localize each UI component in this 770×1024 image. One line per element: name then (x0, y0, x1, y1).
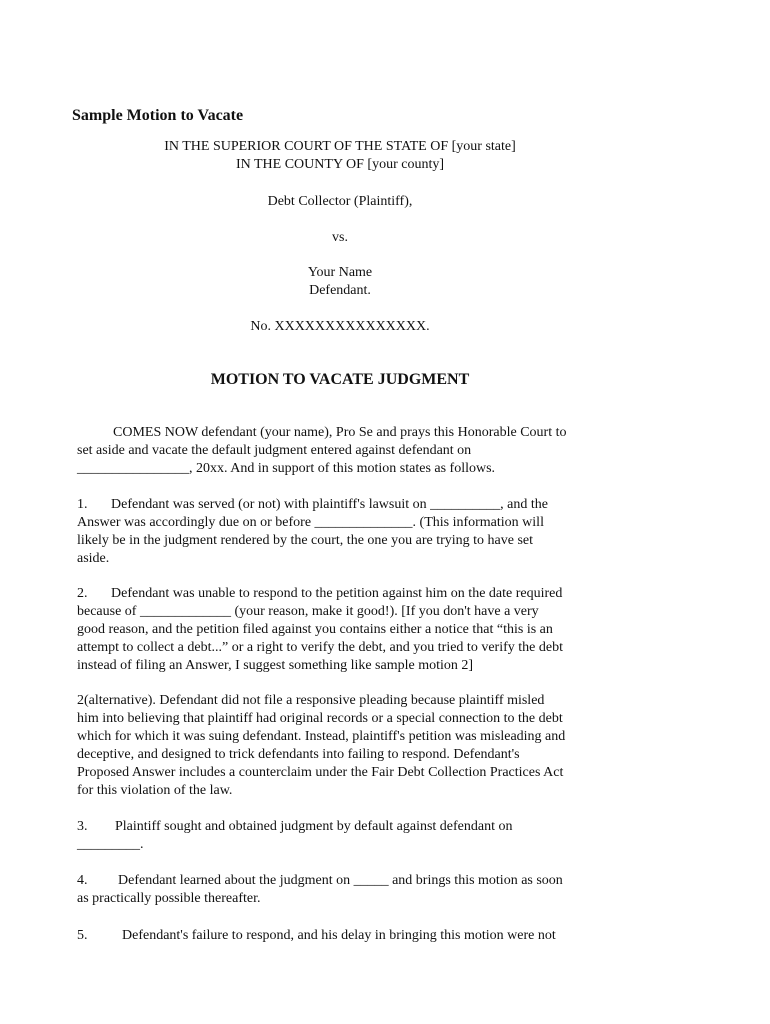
paragraph-line: him into believing that plaintiff had original records or a special connection to the debt (77, 711, 563, 726)
paragraph-number: 4. (77, 873, 88, 888)
paragraph-1 (77, 496, 607, 568)
versus-line: vs. (332, 230, 348, 245)
plaintiff-line: Debt Collector (Plaintiff), (267, 194, 413, 209)
paragraph-line: because of _____________ (your reason, make it good!). [If you don't have a very (77, 604, 539, 619)
paragraph-line: for this violation of the law. (77, 783, 233, 798)
motion-heading: MOTION TO VACATE JUDGMENT (210, 371, 470, 388)
paragraph-line: 2(alternative). Defendant did not file a responsive pleading because plaintiff misled (77, 693, 545, 708)
paragraph-line: deceptive, and designed to trick defendants into failing to respond. Defendant's (77, 747, 520, 762)
intro-line: set aside and vacate the default judgment entered against defendant on (77, 443, 472, 458)
paragraph-line: attempt to collect a debt...” or a right to verify the debt, and you tried to verify the debt (77, 640, 563, 655)
paragraph-line: Defendant's failure to respond, and his delay in bringing this motion were not (122, 928, 556, 943)
paragraph-line: _________. (77, 837, 144, 852)
paragraph-line: as practically possible thereafter. (77, 891, 261, 906)
case-number: No. XXXXXXXXXXXXXXX. (250, 319, 430, 334)
intro-line: COMES NOW defendant (your name), Pro Se and prays this Honorable Court to (113, 425, 567, 440)
paragraph-line: Answer was accordingly due on or before ______________. (This information will (77, 515, 544, 530)
paragraph-3 (77, 818, 607, 854)
paragraph-2 (77, 585, 607, 675)
paragraph-line: Defendant was unable to respond to the petition against him on the date required (111, 586, 563, 601)
court-line-1: IN THE SUPERIOR COURT OF THE STATE OF [your state] (164, 139, 516, 154)
paragraph-line: aside. (77, 551, 110, 566)
document-title: Sample Motion to Vacate (72, 107, 244, 124)
paragraph-line: Defendant learned about the judgment on _____ and brings this motion as soon (118, 873, 563, 888)
paragraph-line: good reason, and the petition filed against you contains either a notice that “this is an (77, 622, 553, 637)
court-line-2: IN THE COUNTY OF [your county] (235, 157, 445, 172)
defendant-label: Defendant. (309, 283, 371, 298)
paragraph-2-alternative (77, 692, 607, 800)
paragraph-line: Defendant was served (or not) with plaintiff's lawsuit on __________, and the (111, 497, 548, 512)
paragraph-4 (77, 872, 607, 908)
paragraph-number: 3. (77, 819, 88, 834)
paragraph-number: 1. (77, 497, 88, 512)
paragraph-line: which for which it was suing defendant. Instead, plaintiff's petition was misleading and (77, 729, 566, 744)
paragraph-line: likely be in the judgment rendered by the court, the one you are trying to have set (77, 533, 534, 548)
paragraph-line: Plaintiff sought and obtained judgment by default against defendant on (115, 819, 513, 834)
defendant-name: Your Name (307, 265, 373, 280)
intro-paragraph (77, 424, 607, 478)
intro-line: ________________, 20xx. And in support of this motion states as follows. (77, 461, 496, 476)
paragraph-5 (77, 927, 607, 945)
paragraph-number: 2. (77, 586, 88, 601)
paragraph-number: 5. (77, 928, 88, 943)
paragraph-line: Proposed Answer includes a counterclaim under the Fair Debt Collection Practices Act (77, 765, 564, 780)
paragraph-line: instead of filing an Answer, I suggest something like sample motion 2] (77, 658, 474, 673)
